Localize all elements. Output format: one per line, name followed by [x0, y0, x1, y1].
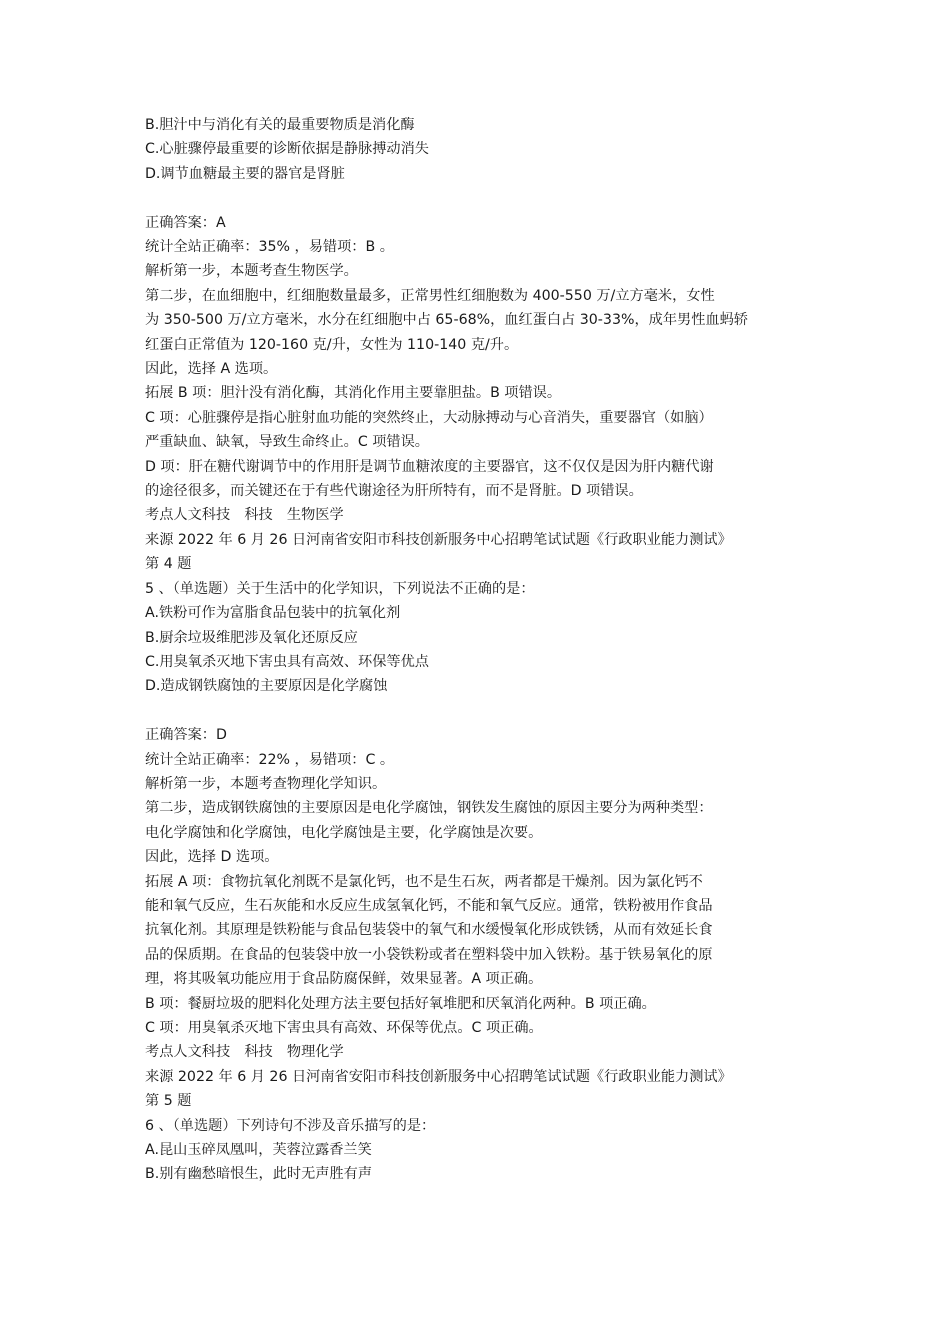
topic-line: 考点人文科技 科技 物理化学 [145, 1044, 344, 1061]
text-line: B 项：餐厨垃圾的肥料化处理方法主要包括好氧堆肥和厌氧消化两种。B 项正确。 [145, 995, 656, 1012]
text-line: 第 4 题 [145, 556, 192, 573]
option-a: A.昆山玉碎凤凰叫，芙蓉泣露香兰笑 [145, 1142, 372, 1159]
statistics-line: 统计全站正确率：35% ，易错项：B 。 [145, 239, 394, 256]
text-line: C.心脏骤停最重要的诊断依据是静脉搏动消失 [145, 141, 429, 158]
option-b: B.厨余垃圾维肥涉及氧化还原反应 [145, 629, 358, 646]
question-title: 6 、（单选题）下列诗句不涉及音乐描写的是： [145, 1117, 436, 1134]
text-line: C 项：用臭氧杀灭地下害虫具有高效、环保等优点。C 项正确。 [145, 1020, 543, 1036]
text-line: 抗氧化剂。其原理是铁粉能与食品包装袋中的氧气和水缓慢氧化形成铁锈，从而有效延长食 [145, 922, 713, 939]
text-line: D.调节血糖最主要的器官是肾脏 [145, 165, 345, 182]
correct-answer: 正确答案：A [145, 214, 226, 231]
text-line: 严重缺血、缺氧，导致生命终止。C 项错误。 [145, 434, 429, 451]
text-line: 电化学腐蚀和化学腐蚀，电化学腐蚀是主要，化学腐蚀是次要。 [145, 824, 543, 841]
text-line: 第二步，造成钢铁腐蚀的主要原因是电化学腐蚀，钢铁发生腐蚀的原因主要分为两种类型： [145, 800, 713, 817]
text-line: 为 350-500 万/立方毫米，水分在红细胞中占 65-68%，血红蛋白占 30-33%，成年男性血蚂轿 [145, 312, 748, 329]
correct-answer: 正确答案：D [145, 727, 227, 744]
text-line: 拓展 B 项：胆汁没有消化酶，其消化作用主要靠胆盐。B 项错误。 [145, 385, 562, 402]
text-line: 拓展 A 项：食物抗氧化剂既不是氯化钙，也不是生石灰，两者都是干燥剂。因为氯化钙不 [145, 873, 703, 890]
option-a: A.铁粉可作为富脂食品包装中的抗氧化剂 [145, 605, 401, 622]
text-line: 因此，选择 A 选项。 [145, 361, 278, 378]
text-line: 能和氧气反应，生石灰能和水反应生成氢氧化钙，不能和氧气反应。通常，铁粉被用作食品 [145, 897, 713, 914]
text-line: D 项：肝在糖代谢调节中的作用肝是调节血糖浓度的主要器官，这不仅仅是因为肝内糖代谢 [145, 458, 714, 475]
text-line: 品的保质期。在食品的包装袋中放一小袋铁粉或者在塑料袋中加入铁粉。基于铁易氧化的原 [145, 946, 713, 963]
text-line: B.胆汁中与消化有关的最重要物质是消化酶 [145, 117, 415, 133]
document-page [145, 113, 813, 1187]
option-c: C.用臭氧杀灭地下害虫具有高效、环保等优点 [145, 653, 429, 670]
topic-line: 考点人文科技 科技 生物医学 [145, 507, 344, 524]
text-line: 第二步，在血细胞中，红细胞数量最多，正常男性红细胞数为 400-550 万/立方毫米，女性 [145, 287, 715, 304]
question-title: 5 、（单选题）关于生活中的化学知识，下列说法不正确的是： [145, 580, 535, 597]
text-line: 解析第一步，本题考查物理化学知识。 [145, 775, 387, 792]
blank-line [145, 699, 813, 723]
text-line: C 项：心脏骤停是指心脏射血功能的突然终止，大动脉搏动与心音消失，重要器官（如脑） [145, 409, 713, 426]
source-line: 来源 2022 年 6 月 26 日河南省安阳市科技创新服务中心招聘笔试试题《行政职业能力测试》 [145, 1068, 732, 1085]
text-line: 的途径很多，而关键还在于有些代谢途径为肝所特有，而不是肾脏。D 项错误。 [145, 483, 643, 500]
statistics-line: 统计全站正确率：22% ，易错项：C 。 [145, 751, 395, 768]
text-line: 因此，选择 D 选项。 [145, 849, 279, 866]
text-line: 解析第一步，本题考查生物医学。 [145, 263, 358, 280]
text-line: 红蛋白正常值为 120-160 克/升，女性为 110-140 克/升。 [145, 336, 519, 353]
option-b: B.别有幽愁暗恨生，此时无声胜有声 [145, 1166, 373, 1183]
text-line: 理，将其吸氧功能应用于食品防腐保鲜，效果显著。A 项正确。 [145, 971, 543, 988]
source-line: 来源 2022 年 6 月 26 日河南省安阳市科技创新服务中心招聘笔试试题《行政职业能力测试》 [145, 531, 732, 548]
text-line: 第 5 题 [145, 1093, 192, 1110]
option-d: D.造成钢铁腐蚀的主要原因是化学腐蚀 [145, 678, 388, 695]
blank-line [145, 186, 813, 210]
